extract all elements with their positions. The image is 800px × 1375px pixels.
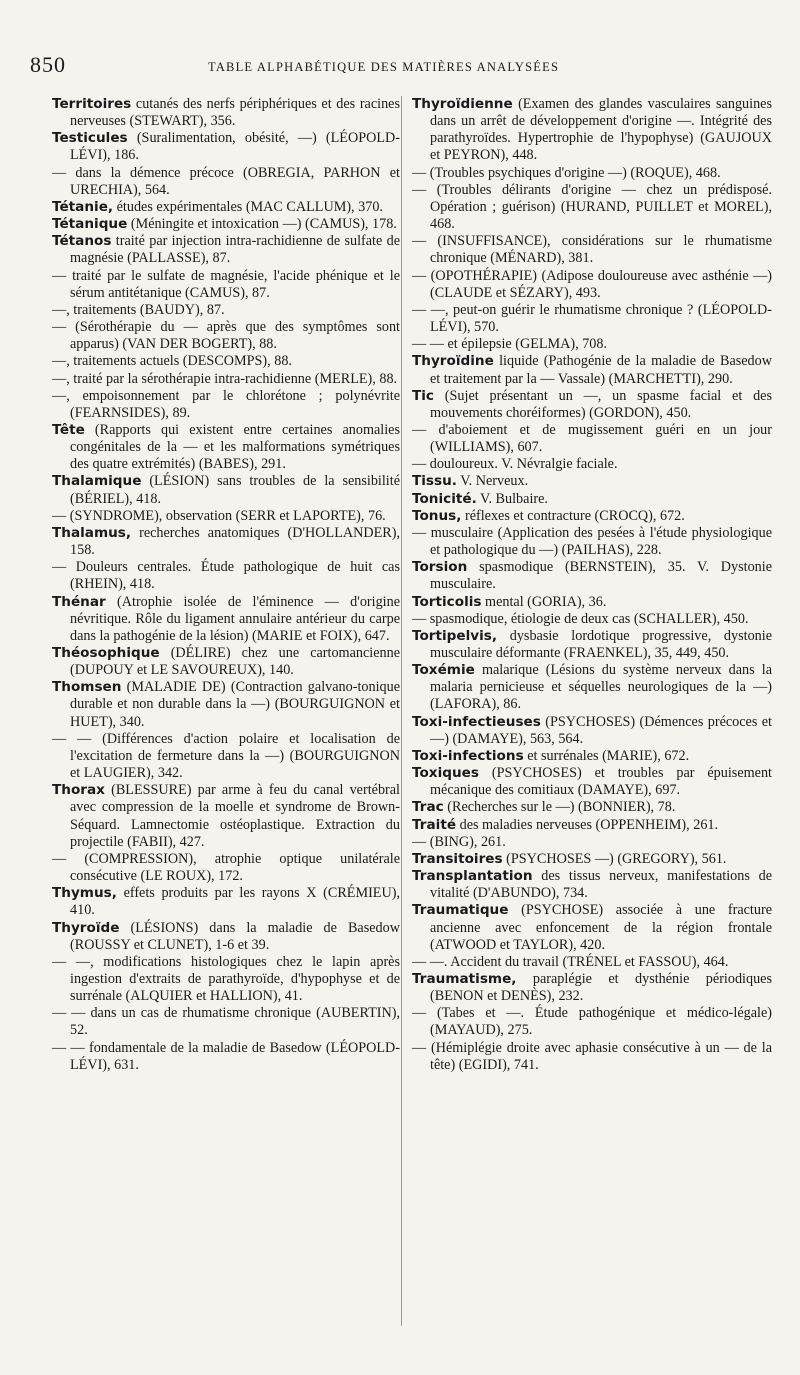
index-entry: [52, 920, 400, 954]
left-column: [52, 96, 400, 1074]
entry-headword: Territoires: [52, 96, 132, 112]
entry-text: V. Nerveux.: [456, 473, 529, 490]
index-entry: [52, 130, 400, 164]
entry-text: — (INSUFFISANCE), considérations sur le rhumatisme chronique (MÉNARD), 381.: [412, 233, 772, 267]
index-entry: [52, 851, 400, 885]
entry-headword: Toxémie: [412, 662, 475, 679]
entry-text: — (SYNDROME), observation (SERR et LAPORTE), 76.: [52, 507, 386, 524]
index-entry: [52, 885, 400, 919]
entry-headword: Théosophique: [52, 645, 160, 661]
entry-headword: Trac: [412, 799, 444, 816]
entry-headword: Thyroïdine: [412, 353, 494, 370]
entry-text: — traité par le sulfate de magnésie, l'acide phénique et le sérum antitétanique (CAMUS), 87.: [52, 267, 400, 301]
entry-headword: Tétanie,: [52, 198, 114, 215]
index-entry: [52, 473, 400, 507]
index-entry: [412, 611, 772, 628]
page-header: [30, 52, 780, 82]
entry-text: (LÉSIONS) dans la maladie de Basedow (ROUSSY et CLUNET), 1-6 et 39.: [70, 919, 400, 953]
index-entry: [412, 851, 772, 868]
index-entry: [412, 302, 772, 336]
index-entry: [412, 525, 772, 559]
index-entry: [52, 422, 400, 473]
entry-text: paraplégie et dysthénie périodiques (BENON et DENÈS), 232.: [430, 970, 772, 1005]
entry-text: cutanés des nerfs périphériques et des racines nerveuses (STEWART), 356.: [70, 96, 400, 130]
index-entry: [52, 731, 400, 782]
entry-headword: Tortipelvis,: [412, 627, 498, 644]
entry-text: — — et épilepsie (GELMA), 708.: [412, 336, 608, 353]
entry-text: mental (GORIA), 36.: [481, 593, 607, 610]
index-entry: [52, 1005, 400, 1039]
index-entry: [412, 799, 772, 816]
entry-text: (Suralimentation, obésité, —) (LÉOPOLD-LÉVI), 186.: [70, 130, 400, 164]
index-entry: [52, 645, 400, 679]
index-entry: [412, 388, 772, 422]
index-entry: [52, 508, 400, 525]
entry-text: —, empoisonnement par le chlorétone ; polynévrite (FEARNSIDES), 89.: [52, 387, 400, 421]
entry-text: traité par injection intra-rachidienne de sulfate de magnésie (PALLASSE), 87.: [70, 233, 400, 267]
entry-text: liquide (Pathogénie de la maladie de Basedow et traitement par la — Vassale) (MARCHETTI), 290.: [430, 353, 772, 387]
entry-headword: Thalamique: [52, 473, 142, 490]
entry-text: — (Troubles délirants d'origine — chez un prédisposé. Opération ; guérison) (HURAND, PUILLET et MOREL), 468.: [412, 181, 772, 233]
entry-headword: Tétanique: [52, 216, 128, 233]
entry-text: malarique (Lésions du système nerveux dans la malaria pernicieuse et séquelles neurologiques de la —) (LAFORA), 86.: [430, 662, 772, 713]
entry-headword: Tic: [412, 387, 434, 404]
entry-headword: Thénar: [52, 593, 106, 610]
index-entry: [412, 971, 772, 1005]
index-entry: [412, 559, 772, 593]
entry-headword: Transitoires: [412, 850, 503, 867]
entry-text: — —, peut-on guérir le rhumatisme chronique ? (LÉOPOLD-LÉVI), 570.: [412, 301, 772, 336]
entry-text: (Atrophie isolée de l'éminence — d'origine névritique. Rôle du ligament annulaire antérieur du carpe dans la pathogénie de la lésion) (MARIE et FOIX), 647.: [70, 593, 400, 644]
index-entry: [412, 765, 772, 799]
entry-text: — —, modifications histologiques chez le lapin après ingestion d'extraits de parathyroïde, d'hypophyse et de surrénale (ALQUIER et HALLION), 41.: [52, 953, 400, 1005]
index-entry: [412, 714, 772, 748]
entry-text: (PSYCHOSES) (Démences précoces et —) (DAMAYE), 563, 564.: [430, 713, 772, 747]
index-entry: [412, 353, 772, 387]
entry-text: — — (Différences d'action polaire et localisation de l'excitation de fermeture dans la —) (BOURGUIGNON et LAUGIER), 342.: [52, 730, 400, 782]
page-number: 850: [30, 52, 66, 77]
index-entry: [412, 817, 772, 834]
entry-headword: Torsion: [412, 559, 468, 576]
entry-text: — (COMPRESSION), atrophie optique unilatérale consécutive (LE ROUX), 172.: [52, 850, 400, 885]
entry-text: — (Troubles psychiques d'origine —) (ROQUE), 468.: [412, 164, 721, 181]
index-entry: [412, 954, 772, 971]
entry-text: — douloureux. V. Névralgie faciale.: [412, 456, 618, 473]
index-entry: [412, 594, 772, 611]
index-entry: [412, 473, 772, 490]
index-entry: [412, 165, 772, 182]
entry-headword: Thyroïde: [52, 919, 120, 936]
entry-text: — (Hémiplégie droite avec aphasie consécutive à un — de la tête) (EGIDI), 741.: [412, 1039, 772, 1073]
index-entry: [52, 679, 400, 730]
entry-headword: Torticolis: [412, 593, 482, 610]
entry-headword: Toxiques: [412, 765, 479, 782]
entry-text: —, traitements (BAUDY), 87.: [52, 301, 225, 318]
entry-headword: Traité: [412, 816, 457, 833]
right-column: [412, 96, 772, 1074]
index-entry: [412, 491, 772, 508]
index-entry: [52, 371, 400, 388]
entry-headword: Thalamus,: [52, 524, 132, 541]
entry-text: (Sujet présentant un —, un spasme facial et des mouvements choréiformes) (GORDON), 450.: [430, 387, 772, 421]
entry-headword: Thymus,: [52, 885, 117, 902]
entry-text: — — fondamentale de la maladie de Basedow (LÉOPOLD-LÉVI), 631.: [52, 1039, 400, 1073]
entry-text: (PSYCHOSES) et troubles par épuisement mécanique des comitiaux (DAMAYE), 697.: [430, 765, 772, 799]
entry-text: — musculaire (Application des pesées à l'étude physiologique et pathologique du —) (PAILHAS), 228.: [412, 524, 772, 559]
entry-text: des maladies nerveuses (OPPENHEIM), 261.: [456, 816, 719, 833]
index-entry: [52, 319, 400, 353]
entry-text: (Examen des glandes vasculaires sanguines dans un arrêt de développement d'origine —. Intégrité des parathyroïdes. Hypertrophie de l'hypophyse) (GAUJOUX et PEYRON), 448.: [430, 96, 772, 164]
entry-text: — — dans un cas de rhumatisme chronique (AUBERTIN), 52.: [52, 1005, 400, 1039]
index-entry: [52, 216, 400, 233]
entry-text: (PSYCHOSE) associée à une fracture ancienne avec enfoncement de la région frontale (ATWOOD et TAYLOR), 420.: [430, 902, 772, 953]
entry-text: (Rapports qui existent entre certaines anomalies congénitales de la — et les malformations symétriques des quatre extrémités) (BABES), 291.: [70, 421, 400, 473]
entry-text: V. Bulbaire.: [476, 490, 548, 507]
index-entry: [52, 165, 400, 199]
index-entry: [52, 782, 400, 851]
entry-text: (BLESSURE) par arme à feu du canal vertébral avec compression de la moelle et syndrome de Brown-Séquard. Lamnectomie ostéoplastique. Extraction du projectile (FABII), 427.: [70, 782, 400, 850]
entry-headword: Toxi-infectieuses: [412, 713, 541, 730]
index-entry: [412, 1005, 772, 1039]
entry-text: effets produits par les rayons X (CRÉMIEU), 410.: [70, 885, 400, 919]
entry-headword: Traumatisme,: [412, 970, 517, 987]
entry-text: — dans la démence précoce (OBREGIA, PARHON et URECHIA), 564.: [52, 164, 400, 198]
index-entry: [52, 559, 400, 593]
index-entry: [52, 388, 400, 422]
entry-text: (LÉSION) sans troubles de la sensibilité (BÉRIEL), 418.: [70, 473, 400, 507]
index-entry: [412, 336, 772, 353]
index-entry: [412, 902, 772, 953]
index-entry: [52, 1040, 400, 1074]
entry-headword: Testicules: [52, 130, 128, 147]
entry-text: dysbasie lordotique progressive, dystonie musculaire déformante (FRAENKEL), 35, 449, 450.: [430, 627, 772, 661]
index-entry: [52, 96, 400, 130]
entry-headword: Traumatique: [412, 902, 509, 919]
index-entry: [412, 508, 772, 525]
index-entry: [52, 954, 400, 1005]
entry-text: — (Tabes et —. Étude pathogénique et médico-légale) (MAYAUD), 275.: [412, 1005, 772, 1039]
entry-text: (Méningite et intoxication —) (CAMUS), 178.: [127, 216, 397, 233]
entry-headword: Tête: [52, 421, 85, 438]
index-entry: [412, 422, 772, 456]
entry-text: —, traité par la sérothérapie intra-rachidienne (MERLE), 88.: [52, 370, 398, 387]
entry-text: — (BING), 261.: [412, 833, 506, 850]
entry-text: réflexes et contracture (CROCQ), 672.: [461, 507, 685, 524]
index-entry: [412, 1040, 772, 1074]
running-title: TABLE ALPHABÉTIQUE DES MATIÈRES ANALYSÉES: [208, 60, 560, 74]
index-entry: [52, 268, 400, 302]
entry-text: (PSYCHOSES —) (GREGORY), 561.: [502, 850, 727, 867]
entry-headword: Tonus,: [412, 507, 462, 524]
entry-text: spasmodique (BERNSTEIN), 35. V. Dystonie musculaire.: [430, 559, 772, 593]
entry-headword: Tissu.: [412, 473, 457, 490]
index-entry: [52, 525, 400, 559]
index-entry: [412, 748, 772, 765]
entry-headword: Transplantation: [412, 868, 533, 885]
index-entry: [412, 662, 772, 713]
entry-text: études expérimentales (MAC CALLUM), 370.: [113, 198, 383, 215]
entry-headword: Tétanos: [52, 233, 112, 250]
entry-text: des tissus nerveux, manifestations de vitalité (D'ABUNDO), 734.: [430, 868, 772, 902]
entry-headword: Tonicité.: [412, 490, 477, 507]
entry-text: recherches anatomiques (D'HOLLANDER), 158.: [70, 524, 400, 559]
index-entry: [52, 199, 400, 216]
index-entry: [52, 302, 400, 319]
entry-text: — d'aboiement et de mugissement guéri en un jour (WILLIAMS), 607.: [412, 421, 772, 456]
index-entry: [412, 628, 772, 662]
index-entry: [52, 594, 400, 645]
index-entry: [52, 353, 400, 370]
entry-text: et surrénales (MARIE), 672.: [523, 747, 690, 764]
entry-text: (DÉLIRE) chez une cartomancienne (DUPOUY et LE SAVOUREUX), 140.: [70, 645, 400, 679]
entry-headword: Thorax: [52, 782, 105, 799]
entry-text: — Douleurs centrales. Étude pathologique de huit cas (RHEIN), 418.: [52, 559, 400, 593]
entry-text: — (Sérothérapie du — après que des symptômes sont apparus) (VAN DER BOGERT), 88.: [52, 319, 400, 353]
index-entry: [412, 233, 772, 267]
index-entry: [412, 834, 772, 851]
entry-text: (Recherches sur le —) (BONNIER), 78.: [443, 799, 676, 816]
entry-text: — (OPOTHÉRAPIE) (Adipose douloureuse avec asthénie —) (CLAUDE et SÉZARY), 493.: [412, 267, 772, 301]
entry-headword: Thomsen: [52, 679, 122, 696]
entry-text: —, traitements actuels (DESCOMPS), 88.: [52, 353, 292, 370]
entry-text: — spasmodique, étiologie de deux cas (SCHALLER), 450.: [412, 610, 749, 627]
entry-text: — —. Accident du travail (TRÉNEL et FASSOU), 464.: [412, 953, 729, 970]
entry-headword: Thyroïdienne: [412, 96, 513, 112]
index-entry: [412, 268, 772, 302]
index-entry: [412, 182, 772, 233]
index-entry: [412, 96, 772, 165]
entry-headword: Toxi-infections: [412, 747, 524, 764]
column-divider: [401, 96, 402, 1326]
entry-text: (MALADIE DE) (Contraction galvano-tonique durable et non durable dans la —) (BOURGUIGNON et HUET), 340.: [70, 679, 400, 730]
index-entry: [52, 233, 400, 267]
index-entry: [412, 868, 772, 902]
index-entry: [412, 456, 772, 473]
